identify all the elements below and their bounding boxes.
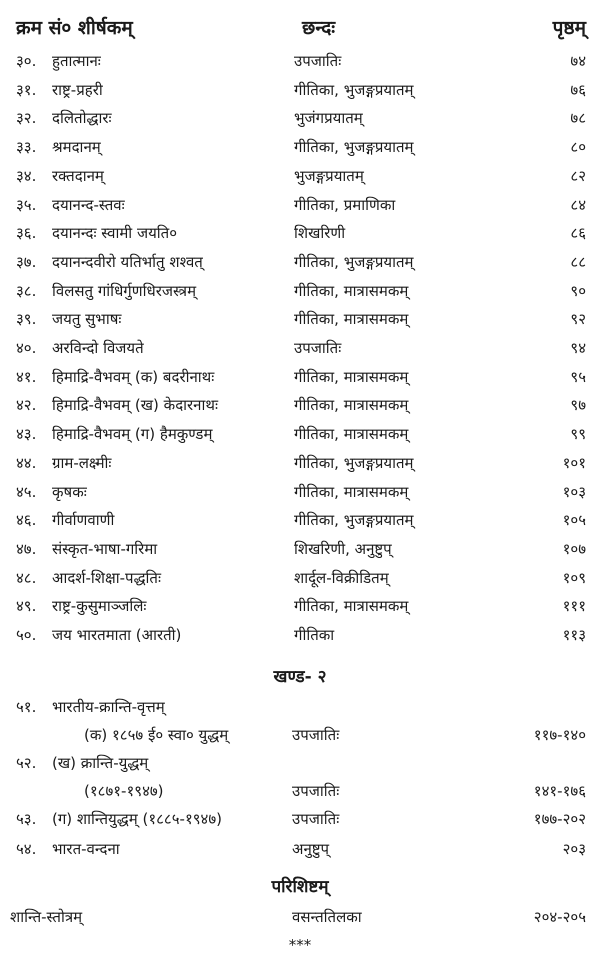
row-title: जयतु सुभाषः — [52, 310, 122, 329]
row-metre: उपजातिः — [292, 810, 340, 828]
contents-row — [0, 450, 600, 477]
row-metre: शार्दूल-विक्रीडितम् — [294, 568, 389, 587]
section2-row — [0, 778, 600, 805]
row-number: ४२. — [16, 396, 37, 415]
row-title: दयानन्दवीरो यतिर्भातु शश्वत् — [52, 252, 203, 271]
header-page: पृष्ठम् — [552, 17, 586, 39]
appendix-heading: परिशिष्टम् — [271, 877, 329, 897]
row-page: १०५ — [562, 511, 586, 530]
contents-row — [0, 593, 600, 620]
row-number: ५२. — [16, 754, 37, 772]
row-page: ७४ — [570, 52, 586, 70]
contents-row — [0, 192, 600, 219]
row-title: कृषकः — [52, 482, 87, 501]
row-title: दयानन्द-स्तवः — [52, 195, 125, 214]
section2-row — [0, 722, 600, 749]
row-metre: भुजंगप्रयातम् — [294, 109, 363, 128]
row-number: ५०. — [16, 626, 37, 644]
contents-row — [0, 134, 600, 161]
row-title: दलितोद्धारः — [52, 109, 112, 128]
row-number: ३८. — [16, 281, 37, 300]
row-number: ३९. — [16, 310, 37, 329]
row-page: १११ — [562, 597, 586, 616]
contents-row — [0, 622, 600, 649]
row-page: १०१ — [562, 453, 586, 472]
row-number: ५४. — [16, 840, 37, 858]
row-page: ९७ — [570, 396, 586, 415]
row-page: १०९ — [562, 568, 586, 587]
row-title: विलसतु गांधिर्गुणधिरजस्त्रम् — [52, 281, 197, 300]
row-title: हुतात्मानः — [52, 52, 101, 70]
row-title: हिमाद्रि-वैभवम् (ख) केदारनाथः — [52, 396, 219, 415]
row-metre: शिखरिणी — [294, 224, 346, 243]
row-page: ११३ — [562, 626, 586, 644]
row-number: ४३. — [16, 425, 37, 444]
row-metre: गीतिका, मात्रासमकम् — [294, 281, 409, 300]
row-number: ३३. — [16, 138, 37, 157]
row-title: (१८७१-१९४७) — [84, 782, 164, 800]
row-metre: गीतिका, भुजङ्गप्रयातम् — [294, 511, 414, 530]
row-metre: गीतिका, मात्रासमकम् — [294, 425, 409, 444]
row-number: ३७. — [16, 252, 37, 271]
row-title: भारत-वन्दना — [52, 840, 120, 858]
contents-row — [0, 105, 600, 132]
section-heading: खण्ड- २ — [273, 667, 327, 687]
contents-row — [0, 48, 600, 75]
row-page: १४१-१७६ — [533, 782, 586, 800]
row-metre: गीतिका, मात्रासमकम् — [294, 396, 409, 415]
row-page: १७७-२०२ — [533, 810, 586, 828]
row-number: ५१. — [16, 698, 37, 716]
row-number: ३०. — [16, 52, 37, 70]
row-number: ४७. — [16, 539, 37, 558]
contents-row — [0, 421, 600, 448]
row-number: ४५. — [16, 482, 37, 501]
row-metre: गीतिका — [294, 626, 335, 644]
row-metre: गीतिका, मात्रासमकम् — [294, 482, 409, 501]
row-number: ५३. — [16, 810, 37, 828]
section2-row — [0, 694, 600, 721]
row-title: भारतीय-क्रान्ति-वृत्तम् — [52, 698, 165, 716]
appendix-row — [0, 904, 600, 931]
contents-row — [0, 278, 600, 305]
row-page: ७८ — [570, 109, 586, 128]
row-title: राष्ट्र-प्रहरी — [52, 80, 103, 99]
contents-row — [0, 163, 600, 190]
section2-row — [0, 836, 600, 863]
row-metre: गीतिका, भुजङ्गप्रयातम् — [294, 252, 414, 271]
row-title: राष्ट्र-कुसुमाञ्जलिः — [52, 597, 147, 616]
row-number: ४४. — [16, 453, 37, 472]
row-metre: गीतिका, मात्रासमकम् — [294, 597, 409, 616]
contents-row — [0, 249, 600, 276]
row-title: गीर्वाणवाणी — [52, 511, 115, 530]
section2-row — [0, 750, 600, 777]
row-page: १०७ — [562, 539, 586, 558]
contents-row — [0, 536, 600, 563]
contents-row — [0, 364, 600, 391]
row-page: ८८ — [570, 252, 586, 271]
row-title: आदर्श-शिक्षा-पद्धतिः — [52, 568, 162, 587]
row-metre: गीतिका, मात्रासमकम् — [294, 310, 409, 329]
header-number-title: क्रम सं० शीर्षकम् — [16, 17, 133, 39]
appendix-metre: वसन्ततिलका — [292, 908, 362, 926]
row-number: ३४. — [16, 166, 37, 185]
row-number: ३२. — [16, 109, 37, 128]
row-title: श्रमदानम् — [52, 138, 101, 157]
row-page: ८२ — [570, 166, 586, 185]
row-number: ४०. — [16, 339, 37, 357]
row-page: ९२ — [570, 310, 586, 329]
row-metre: उपजातिः — [292, 782, 340, 800]
contents-row — [0, 306, 600, 333]
contents-row — [0, 392, 600, 419]
row-page: ११७-१४० — [533, 726, 586, 744]
row-page: ८४ — [570, 195, 586, 214]
row-number: ४८. — [16, 568, 37, 587]
row-title: (ग) शान्तियुद्धम् (१८८५-१९४७) — [52, 810, 222, 828]
contents-row — [0, 479, 600, 506]
row-page: ७६ — [570, 80, 586, 99]
row-title: हिमाद्रि-वैभवम् (ग) हैमकुण्डम् — [52, 425, 213, 444]
contents-row — [0, 335, 600, 362]
row-metre: गीतिका, भुजङ्गप्रयातम् — [294, 80, 414, 99]
header-metre: छन्दः — [302, 17, 336, 39]
row-title: (क) १८५७ ई० स्वा० युद्धम् — [84, 726, 229, 744]
contents-row — [0, 565, 600, 592]
row-metre: गीतिका, भुजङ्गप्रयातम् — [294, 138, 414, 157]
row-metre: शिखरिणी, अनुष्टुप् — [294, 539, 392, 558]
row-title: हिमाद्रि-वैभवम् (क) बदरीनाथः — [52, 367, 215, 386]
contents-row — [0, 77, 600, 104]
row-metre: गीतिका, प्रमाणिका — [294, 195, 396, 214]
row-title: ग्राम-लक्ष्मीः — [52, 453, 112, 472]
row-number: ४९. — [16, 597, 37, 616]
row-metre: गीतिका, मात्रासमकम् — [294, 367, 409, 386]
row-number: ३६. — [16, 224, 37, 243]
row-page: ९० — [570, 281, 586, 300]
row-title: (ख) क्रान्ति-युद्धम् — [52, 754, 149, 772]
row-number: ४१. — [16, 367, 37, 386]
contents-row — [0, 220, 600, 247]
contents-row — [0, 507, 600, 534]
row-page: ९९ — [570, 425, 586, 444]
row-metre: गीतिका, भुजङ्गप्रयातम् — [294, 453, 414, 472]
row-page: १०३ — [562, 482, 586, 501]
row-page: २०३ — [562, 840, 586, 858]
row-metre: उपजातिः — [294, 52, 342, 70]
row-number: ४६. — [16, 511, 37, 530]
row-metre: उपजातिः — [294, 339, 342, 357]
row-metre: भुजङ्गप्रयातम् — [294, 166, 364, 185]
appendix-title: शान्ति-स्तोत्रम् — [10, 908, 83, 926]
row-metre: उपजातिः — [292, 726, 340, 744]
row-title: दयानन्दः स्वामी जयति० — [52, 224, 178, 243]
row-title: अरविन्दो विजयते — [52, 339, 144, 357]
row-number: ३१. — [16, 80, 37, 99]
section2-row — [0, 806, 600, 833]
row-title: जय भारतमाता (आरती) — [52, 626, 182, 644]
row-page: ९४ — [570, 339, 586, 357]
row-title: संस्कृत-भाषा-गरिमा — [52, 539, 158, 558]
row-page: ९५ — [570, 367, 586, 386]
appendix-page: २०४-२०५ — [533, 908, 586, 926]
row-page: ८० — [570, 138, 586, 157]
footer-stars: *** — [288, 936, 312, 954]
row-title: रक्तदानम् — [52, 166, 104, 185]
row-page: ८६ — [570, 224, 586, 243]
row-number: ३५. — [16, 195, 37, 214]
row-metre: अनुष्टुप् — [292, 840, 330, 858]
